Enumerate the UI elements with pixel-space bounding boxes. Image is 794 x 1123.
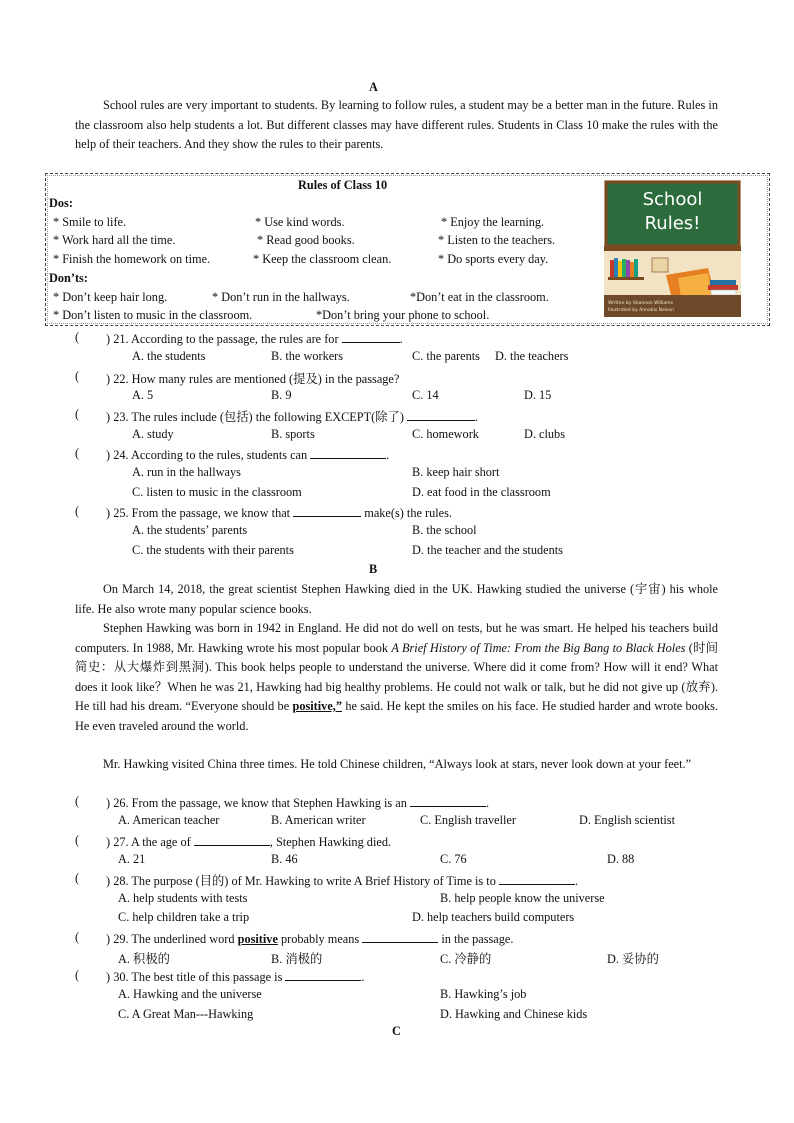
rules-title: Rules of Class 10 <box>298 178 388 192</box>
dont-item: * Don’t keep hair long. <box>53 290 168 304</box>
option: B. Hawking’s job <box>440 987 527 1001</box>
option: A. study <box>132 427 174 441</box>
question-close-paren: ) <box>106 506 111 520</box>
question-stem-end: . <box>386 448 390 462</box>
dont-item: *Don’t eat in the classroom. <box>410 290 549 304</box>
question-stem: 26. From the passage, we know that Stephen Hawking is an <box>113 796 407 810</box>
option: D. the teachers <box>495 349 569 363</box>
section-b-paragraph-3: Mr. Hawking visited China three times. He told Chinese children, “Always look at stars, never look down at your feet.” <box>103 757 692 771</box>
answer-bracket-open: ( <box>75 833 80 847</box>
answer-blank <box>362 930 438 943</box>
answer-bracket-open: ( <box>75 330 80 344</box>
option: B. sports <box>271 427 315 441</box>
dont-item: *Don’t bring your phone to school. <box>316 308 490 322</box>
option: B. the school <box>412 523 477 537</box>
dos-label: Dos: <box>49 196 73 210</box>
do-item: * Work hard all the time. <box>53 233 176 247</box>
option: B. keep hair short <box>412 465 500 479</box>
question-stem-end: make(s) the rules. <box>364 506 453 520</box>
answer-blank <box>342 330 400 343</box>
question-stem-end: . <box>361 970 365 984</box>
question-stem: 28. The purpose (目的) of Mr. Hawking to write A Brief History of Time is to <box>113 874 496 888</box>
question-close-paren: ) <box>106 332 111 346</box>
option: D. 88 <box>607 852 635 866</box>
option: C. the students with their parents <box>132 543 294 557</box>
do-item: * Listen to the teachers. <box>438 233 556 247</box>
question-stem: 29. The underlined word <box>113 932 238 946</box>
question-close-paren: ) <box>106 874 111 888</box>
option: A. the students’ parents <box>132 523 248 537</box>
poster-credit-writer: Written by Shannon Williams <box>608 301 673 306</box>
answer-blank <box>293 504 361 517</box>
underlined-word-positive: positive <box>237 932 278 946</box>
poster-credit-illustrator: Illustrated by Annabis Nelson <box>608 308 674 313</box>
question-close-paren: ) <box>106 835 111 849</box>
question-stem: 23. The rules include (包括) the following EXCEPT(除了) <box>113 410 404 424</box>
question-26 <box>106 794 489 811</box>
option: C. the parents <box>412 349 480 363</box>
answer-bracket-open: ( <box>75 407 80 421</box>
question-stem: 30. The best title of this passage is <box>113 970 283 984</box>
option: A. 积极的 <box>118 952 170 966</box>
option: D. the teacher and the students <box>412 543 563 557</box>
paragraph-text: Stephen Hawking was born in 1942 in England. He did not do well on tests, but he was smart. He helped his teachers build computers. In 1988, Mr. Hawking wrote his most popular book <box>75 621 718 655</box>
question-24 <box>106 446 389 463</box>
question-28 <box>106 871 578 889</box>
question-stem: 21. According to the passage, the rules are for <box>113 332 339 346</box>
option: B. 消极的 <box>271 952 323 966</box>
answer-bracket-open: ( <box>75 446 80 460</box>
option: A. 5 <box>132 388 154 402</box>
option: C. A Great Man---Hawking <box>118 1007 254 1021</box>
poster-title-line2: Rules! <box>644 213 701 234</box>
option: B. 46 <box>271 852 298 866</box>
option: B. help people know the universe <box>440 891 605 905</box>
question-27 <box>106 833 391 850</box>
question-30 <box>106 968 365 985</box>
question-22 <box>106 369 399 387</box>
option: D. clubs <box>524 427 565 441</box>
option: A. help students with tests <box>118 891 248 905</box>
option: C. 76 <box>440 852 467 866</box>
option: D. English scientist <box>579 813 675 827</box>
option: C. 冷静的 <box>440 952 492 966</box>
option: A. 21 <box>118 852 146 866</box>
do-item: * Do sports every day. <box>438 252 549 266</box>
underlined-word-positive: positive,” <box>292 699 343 713</box>
option: A. American teacher <box>118 813 220 827</box>
option: D. help teachers build computers <box>412 910 575 924</box>
answer-bracket-open: ( <box>75 794 80 808</box>
option: C. help children take a trip <box>118 910 250 924</box>
section-b-paragraph-1: On March 14, 2018, the great scientist Stephen Hawking died in the UK. Hawking studied the universe (宇宙) his whole life. He also wrote many popular science books. <box>75 582 718 616</box>
answer-blank <box>499 872 575 885</box>
section-a-heading: A <box>369 80 378 94</box>
answer-bracket-open: ( <box>75 968 80 982</box>
option: B. the workers <box>271 349 344 363</box>
dont-item: * Don’t run in the hallways. <box>212 290 350 304</box>
question-stem-end: in the passage. <box>441 932 514 946</box>
option: C. listen to music in the classroom <box>132 485 302 499</box>
answer-bracket-open: ( <box>75 871 80 885</box>
question-21 <box>106 330 403 347</box>
option: D. 15 <box>524 388 552 402</box>
dont-item: * Don’t listen to music in the classroom. <box>53 308 253 322</box>
option: C. homework <box>412 427 479 441</box>
do-item: * Enjoy the learning. <box>441 215 545 229</box>
question-stem-end: , Stephen Hawking died. <box>269 835 392 849</box>
question-stem: probably means <box>277 932 360 946</box>
answer-blank <box>407 408 475 421</box>
option: B. 9 <box>271 388 292 402</box>
section-b-heading: B <box>369 562 378 576</box>
option: C. English traveller <box>420 813 516 827</box>
option: D. Hawking and Chinese kids <box>440 1007 588 1021</box>
option: C. 14 <box>412 388 439 402</box>
school-rules-poster-illustration <box>604 180 741 317</box>
option: A. Hawking and the universe <box>118 987 262 1001</box>
section-b-paragraph-2 <box>75 619 718 736</box>
option: D. 妥协的 <box>607 952 659 966</box>
question-stem-end: . <box>475 410 479 424</box>
answer-blank <box>194 833 270 846</box>
option: A. run in the hallways <box>132 465 241 479</box>
do-item: * Smile to life. <box>53 215 127 229</box>
question-stem-end: . <box>399 332 403 346</box>
do-item: * Use kind words. <box>255 215 345 229</box>
answer-blank <box>285 968 361 981</box>
answer-bracket-open: ( <box>75 369 80 383</box>
answer-blank <box>310 446 386 459</box>
donts-label: Don’ts: <box>49 271 88 285</box>
question-stem: 22. How many rules are mentioned (提及) in the passage? <box>113 372 400 386</box>
paragraph-text: he said. He kept the smiles on his face. He studied harder and wrote books. He even traveled around the world. <box>75 699 718 733</box>
answer-bracket-open: ( <box>75 930 80 944</box>
answer-blank <box>410 794 486 807</box>
question-close-paren: ) <box>106 372 111 386</box>
book-title: A Brief History of Time: From the Big Bang to Black Holes <box>391 640 686 655</box>
section-a-intro: School rules are very important to students. By learning to follow rules, a student may be a better man in the future. Rules in the classroom also help students a lot. But different classes may have different rules. Students in Class 10 make the rules with the help of their teachers. And they show the rules to their parents. <box>75 98 718 151</box>
question-25 <box>106 504 452 521</box>
paragraph-text: (时间简史：从大爆炸到黑洞). This book helps people to understand the universe. Where did it come from? How will it end? What does it look like？When he was 21, Hawking had big healthy problems. He could not walk or talk, but he did not give up (放弃). He till had his dream. “Everyone should be <box>75 640 718 713</box>
question-close-paren: ) <box>106 448 111 462</box>
do-item: * Keep the classroom clean. <box>253 252 392 266</box>
option: B. American writer <box>271 813 366 827</box>
do-item: * Read good books. <box>257 233 355 247</box>
poster-title-line1: School <box>642 189 703 210</box>
question-close-paren: ) <box>106 970 111 984</box>
question-23 <box>106 407 478 425</box>
question-29 <box>106 930 513 947</box>
question-close-paren: ) <box>106 932 111 946</box>
section-c-heading: C <box>392 1024 401 1038</box>
question-stem: 27. A the age of <box>113 835 191 849</box>
option: D. eat food in the classroom <box>412 485 551 499</box>
question-stem-end: . <box>574 874 579 888</box>
question-stem-end: . <box>485 796 490 810</box>
question-stem: 24. According to the rules, students can <box>113 448 308 462</box>
question-stem: 25. From the passage, we know that <box>113 506 291 520</box>
question-close-paren: ) <box>106 796 111 810</box>
question-close-paren: ) <box>106 410 111 424</box>
do-item: * Finish the homework on time. <box>53 252 211 266</box>
option: A. the students <box>132 349 206 363</box>
answer-bracket-open: ( <box>75 504 80 518</box>
